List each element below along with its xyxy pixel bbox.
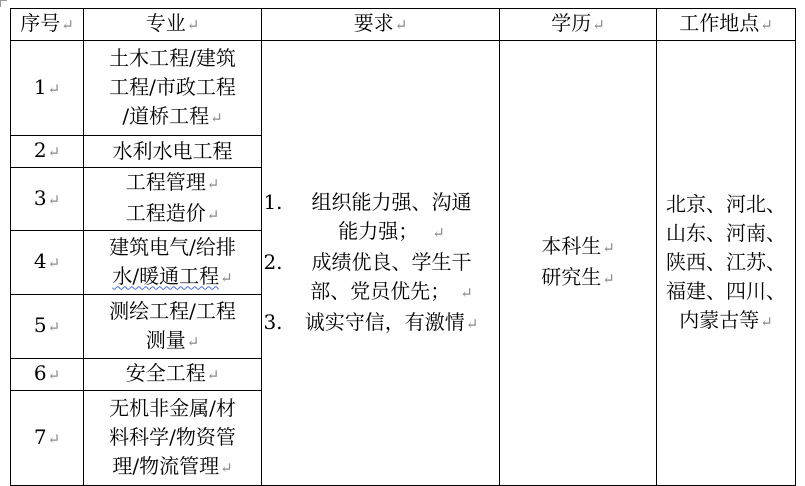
location-line: 内蒙古等↵	[679, 307, 773, 332]
major-line: 工程管理↵	[125, 170, 220, 194]
header-degree: 学历↵	[500, 9, 657, 41]
row-number-cell: 4↵	[11, 231, 84, 295]
degree-cell	[500, 41, 657, 486]
major-cell	[84, 231, 262, 295]
location-cell	[657, 41, 796, 486]
major-line: /道桥工程↵	[122, 103, 223, 128]
row-number-cell: 3↵	[11, 168, 84, 231]
row-number-cell: 6↵	[11, 359, 84, 391]
major-cell: 水利水电工程	[84, 136, 262, 168]
major-cell	[84, 41, 262, 136]
row-number-cell: 5↵	[11, 295, 84, 359]
location-line: 山东、河南、	[666, 220, 786, 245]
major-line: 料科学/物资管	[109, 424, 236, 449]
header-row	[11, 9, 796, 41]
major-line: 无机非金属/材	[109, 395, 236, 420]
header-location: 工作地点↵	[657, 9, 796, 41]
major-cell	[84, 391, 262, 486]
table-row	[11, 41, 796, 136]
major-line: 土木工程/建筑	[109, 45, 236, 70]
major-cell: 安全工程↵	[84, 359, 262, 391]
row-number-cell: 7↵	[11, 391, 84, 486]
header-major: 专业↵	[84, 9, 262, 41]
location-line: 福建、四川、	[666, 278, 786, 303]
degree-line: 本科生↵	[541, 234, 615, 258]
requirement-item: 2. 成绩优良、学生干 部、党员优先； ↵	[263, 249, 473, 303]
major-cell	[84, 168, 262, 231]
spellcheck-underline[interactable]: 水/暖通工程	[112, 263, 220, 288]
table-move-handle[interactable]	[0, 0, 7, 7]
header-requirements: 要求↵	[262, 9, 500, 41]
major-line: 建筑电气/给排	[109, 234, 236, 259]
requirements-cell	[262, 41, 500, 486]
header-index: 序号↵	[11, 9, 84, 41]
major-line: 理/物流管理↵	[112, 453, 233, 478]
major-cell	[84, 295, 262, 359]
major-line: 测量↵	[145, 327, 200, 352]
row-number-cell: 1↵	[11, 41, 84, 136]
major-line: 测绘工程/工程	[109, 298, 236, 323]
major-line: 工程造价↵	[125, 201, 220, 225]
major-line: 工程/市政工程	[109, 74, 236, 99]
degree-line: 研究生↵	[541, 265, 615, 289]
requirement-item: 3. 诚实守信，有激情↵	[263, 309, 479, 334]
row-number-cell: 2↵	[11, 136, 84, 168]
recruitment-table	[10, 8, 796, 486]
location-line: 陕西、江苏、	[666, 249, 786, 274]
major-line: 水/暖通工程↵	[112, 263, 233, 288]
requirement-item: 1. 组织能力强、沟通 能力强； ↵	[263, 189, 472, 243]
location-line: 北京、河北、	[666, 191, 786, 216]
